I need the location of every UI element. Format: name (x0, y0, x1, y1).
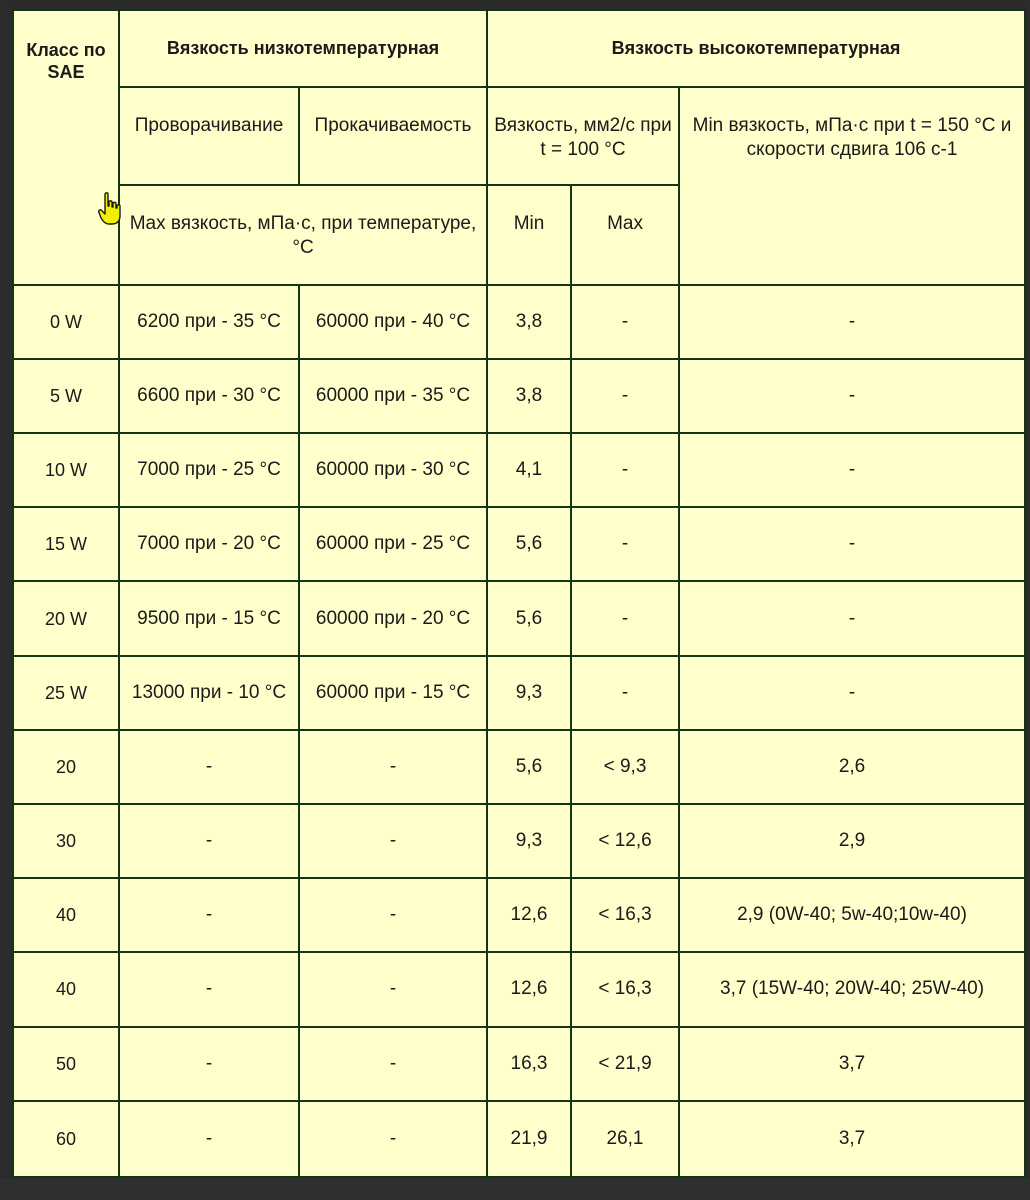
cranking-cell: - (119, 1101, 299, 1177)
max-kinematic-cell: < 16,3 (571, 952, 679, 1026)
sae-class-cell: 25 W (13, 656, 119, 730)
cranking-cell: 7000 при - 20 °С (119, 507, 299, 581)
table-row (13, 656, 1025, 730)
sae-viscosity-table (12, 9, 1026, 1178)
hths-cell: - (679, 359, 1025, 433)
pumping-cell: 60000 при - 25 °С (299, 507, 487, 581)
sae-class-cell: 50 (13, 1027, 119, 1101)
max-kinematic-cell: - (571, 656, 679, 730)
sae-class-cell: 0 W (13, 285, 119, 359)
pumping-cell: 60000 при - 30 °С (299, 433, 487, 507)
cranking-cell: 9500 при - 15 °С (119, 581, 299, 655)
max-kinematic-cell: < 9,3 (571, 730, 679, 804)
hand-pointer-icon (98, 192, 124, 226)
sae-class-cell: 20 W (13, 581, 119, 655)
hths-cell: 3,7 (15W-40; 20W-40; 25W-40) (679, 952, 1025, 1026)
max-kinematic-cell: < 21,9 (571, 1027, 679, 1101)
hths-cell: - (679, 656, 1025, 730)
pumping-cell: - (299, 1101, 487, 1177)
header-high-temp-viscosity: Вязкость высокотемпературная (487, 10, 1025, 87)
table-row (13, 730, 1025, 804)
cranking-cell: 6200 при - 35 °С (119, 285, 299, 359)
hths-cell: - (679, 433, 1025, 507)
top-border (0, 0, 1030, 8)
pumping-cell: - (299, 804, 487, 878)
table-row (13, 285, 1025, 359)
sae-class-cell: 60 (13, 1101, 119, 1177)
cranking-cell: 6600 при - 30 °С (119, 359, 299, 433)
table-row (13, 359, 1025, 433)
pumping-cell: - (299, 730, 487, 804)
header-cranking: Проворачивание (119, 87, 299, 185)
pumping-cell: - (299, 952, 487, 1026)
header-min: Min (487, 185, 571, 284)
table-row (13, 878, 1025, 952)
table-body (13, 10, 1025, 1177)
min-kinematic-cell: 3,8 (487, 285, 571, 359)
min-kinematic-cell: 4,1 (487, 433, 571, 507)
table-row (13, 433, 1025, 507)
header-kinematic-viscosity: Вязкость, мм2/с при t = 100 °С (487, 87, 679, 185)
table-row (13, 581, 1025, 655)
hths-cell: - (679, 507, 1025, 581)
header-sae-class: Класс по SAE (13, 10, 119, 285)
cranking-cell: 13000 при - 10 °С (119, 656, 299, 730)
min-kinematic-cell: 5,6 (487, 730, 571, 804)
max-kinematic-cell: - (571, 285, 679, 359)
table-row (13, 952, 1025, 1026)
max-kinematic-cell: < 16,3 (571, 878, 679, 952)
min-kinematic-cell: 9,3 (487, 804, 571, 878)
header-max: Max (571, 185, 679, 284)
hths-cell: 3,7 (679, 1101, 1025, 1177)
sae-class-cell: 30 (13, 804, 119, 878)
left-border (0, 0, 12, 1200)
sae-class-cell: 5 W (13, 359, 119, 433)
sae-class-cell: 40 (13, 952, 119, 1026)
max-kinematic-cell: - (571, 507, 679, 581)
header-hths-viscosity: Min вязкость, мПа·с при t = 150 °С и скорости сдвига 106 с-1 (679, 87, 1025, 285)
bottom-border (0, 1178, 1030, 1200)
cranking-cell: - (119, 952, 299, 1026)
table-row (13, 507, 1025, 581)
min-kinematic-cell: 21,9 (487, 1101, 571, 1177)
pumping-cell: 60000 при - 40 °С (299, 285, 487, 359)
max-kinematic-cell: - (571, 581, 679, 655)
sae-class-cell: 40 (13, 878, 119, 952)
header-max-low-temp: Max вязкость, мПа·с, при температуре, °С (119, 185, 487, 284)
min-kinematic-cell: 5,6 (487, 581, 571, 655)
min-kinematic-cell: 12,6 (487, 952, 571, 1026)
header-low-temp-viscosity: Вязкость низкотемпературная (119, 10, 487, 87)
sae-class-cell: 15 W (13, 507, 119, 581)
header-pumping: Прокачиваемость (299, 87, 487, 185)
hths-cell: 3,7 (679, 1027, 1025, 1101)
hths-cell: - (679, 581, 1025, 655)
hths-cell: 2,9 (0W-40; 5w-40;10w-40) (679, 878, 1025, 952)
cranking-cell: 7000 при - 25 °С (119, 433, 299, 507)
sae-class-cell: 10 W (13, 433, 119, 507)
pumping-cell: - (299, 878, 487, 952)
min-kinematic-cell: 3,8 (487, 359, 571, 433)
max-kinematic-cell: < 12,6 (571, 804, 679, 878)
sae-class-cell: 20 (13, 730, 119, 804)
min-kinematic-cell: 5,6 (487, 507, 571, 581)
header-row-2 (13, 87, 1025, 185)
hths-cell: 2,6 (679, 730, 1025, 804)
table-row (13, 1027, 1025, 1101)
pumping-cell: 60000 при - 35 °С (299, 359, 487, 433)
pumping-cell: - (299, 1027, 487, 1101)
min-kinematic-cell: 12,6 (487, 878, 571, 952)
cranking-cell: - (119, 804, 299, 878)
hths-cell: - (679, 285, 1025, 359)
min-kinematic-cell: 9,3 (487, 656, 571, 730)
max-kinematic-cell: - (571, 433, 679, 507)
pumping-cell: 60000 при - 15 °С (299, 656, 487, 730)
max-kinematic-cell: - (571, 359, 679, 433)
cranking-cell: - (119, 1027, 299, 1101)
min-kinematic-cell: 16,3 (487, 1027, 571, 1101)
max-kinematic-cell: 26,1 (571, 1101, 679, 1177)
header-row-1 (13, 10, 1025, 87)
table-row (13, 804, 1025, 878)
pumping-cell: 60000 при - 20 °С (299, 581, 487, 655)
cranking-cell: - (119, 730, 299, 804)
cranking-cell: - (119, 878, 299, 952)
table-row (13, 1101, 1025, 1177)
hths-cell: 2,9 (679, 804, 1025, 878)
